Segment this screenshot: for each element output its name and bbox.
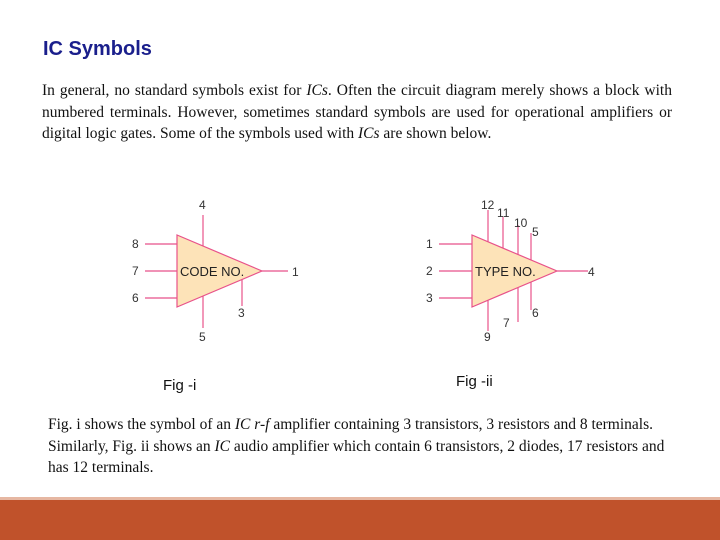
figure-i-symbol [130, 195, 310, 350]
pin-label-6: 6 [532, 306, 539, 320]
pin-label-5: 5 [199, 330, 206, 344]
figure-ii-svg [425, 195, 605, 350]
pin-label-3: 3 [426, 291, 433, 305]
figure-i-svg [130, 195, 310, 350]
caption-ic: IC [214, 437, 230, 455]
pin-label-7: 7 [132, 264, 139, 278]
caption-text-1: Fig. i shows the symbol of an [48, 416, 235, 433]
pin-label-5: 5 [532, 225, 539, 239]
pin-label-2: 2 [426, 264, 433, 278]
caption-text-3: audio amplifier which contain 6 transistors, 2 diodes, 17 resistors and has 12 terminals. [48, 437, 665, 476]
pin-label-4: 4 [588, 265, 595, 279]
intro-ics-1: ICs [306, 82, 328, 99]
intro-text-3: are shown below. [379, 125, 492, 142]
pin-label-1: 1 [426, 237, 433, 251]
pin-label-7: 7 [503, 316, 510, 330]
page-title: IC Symbols [43, 38, 152, 60]
intro-text-2: . Often the circuit diagram merely shows a block with numbered terminals. However, sometimes standard symbols are used for operational amplifiers or digital logic gates. Some of the symbols used with [42, 82, 672, 142]
pin-label-10: 10 [514, 216, 528, 230]
caption-paragraph [48, 414, 673, 479]
figure-ii-symbol [425, 195, 605, 350]
intro-text-1: In general, no standard symbols exist for [42, 82, 307, 99]
intro-ics-2: ICs [358, 125, 380, 142]
pin-label-6: 6 [132, 291, 139, 305]
figure-ii-label: Fig -ii [456, 373, 493, 390]
footer-bar [0, 500, 720, 540]
pin-label-3: 3 [238, 306, 245, 320]
figure-i-label: Fig -i [163, 377, 197, 394]
pin-label-11: 11 [497, 206, 510, 220]
figure-ii-code-label: TYPE NO. [475, 264, 536, 279]
intro-paragraph [42, 80, 672, 145]
caption-text-2: amplifier containing 3 transistors, 3 resistors and 8 terminals. Similarly, Fig. ii shows an [48, 416, 654, 455]
caption-ic-rf: IC r-f [234, 416, 270, 433]
figure-i-code-label: CODE NO. [180, 264, 245, 279]
pin-label-9: 9 [484, 330, 491, 344]
pin-label-8: 8 [132, 237, 139, 251]
pin-label-4: 4 [199, 198, 206, 212]
pin-label-12: 12 [481, 198, 495, 212]
pin-label-1: 1 [292, 265, 299, 279]
